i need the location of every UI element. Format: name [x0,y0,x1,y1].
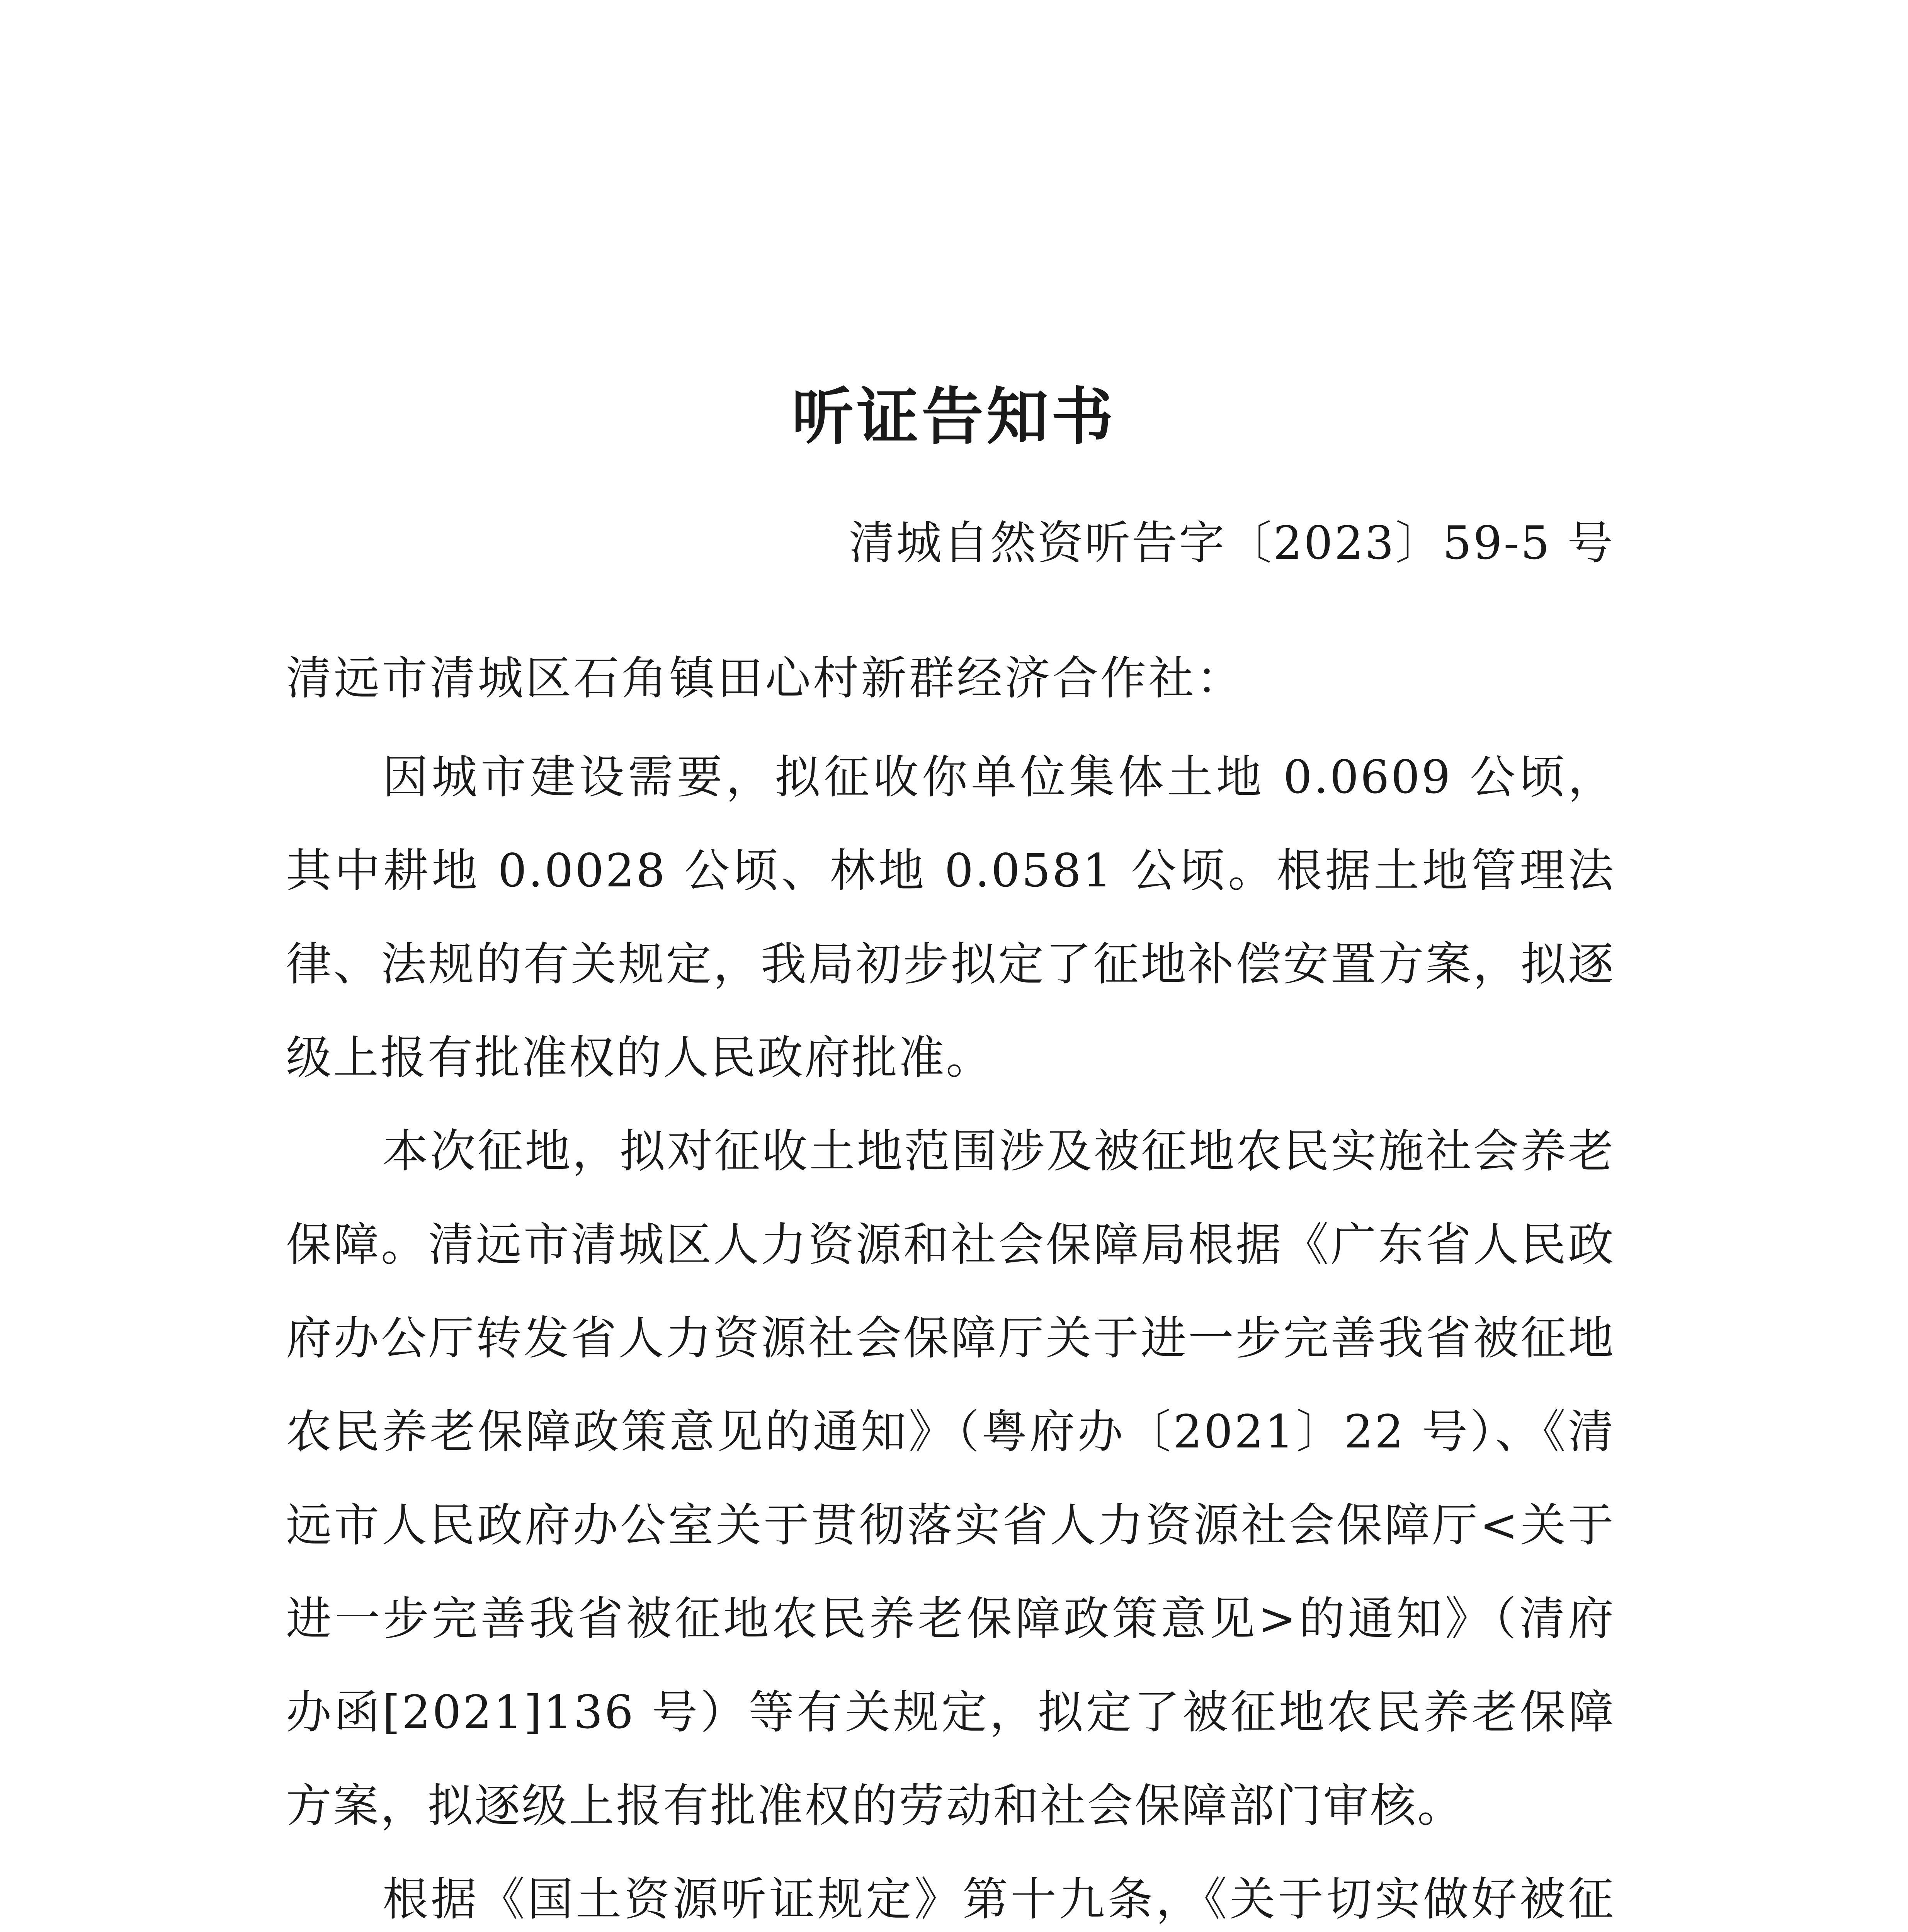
paragraph: 根据《国土资源听证规定》第十九条，《关于切实做好被征 [383,1872,1615,1926]
document-number: 清城自然资听告字〔2023〕59-5 号 [849,516,1614,570]
document-body [286,730,1615,1932]
document-title: 听证告知书 [791,381,1116,453]
addressee: 清远市清城区石角镇田心村新群经济合作社： [286,651,1245,705]
paragraph: 本次征地，拟对征收土地范围涉及被征地农民实施社会养老保障。清远市清城区人力资源和社会保障局根据《广东省人民政府办公厅转发省人力资源社会保障厅关于进一步完善我省被征地农民养老保障政策意见的通知》（粤府办〔2021〕22 号）、《清远市人民政府办公室关于贯彻落实省人力资源社会保障厅<关于进一步完善我省被征地农民养老保障政策意见>的通知》（清府办函[2021]136 号）等有关规定，拟定了被征地农民养老保障方案，拟逐级上报有批准权的劳动和社会保障部门审核。 [286,1124,1615,1832]
paragraph: 因城市建设需要，拟征收你单位集体土地 0.0609 公顷，其中耕地 0.0028 公顷、林地 0.0581 公顷。根据土地管理法律、法规的有关规定，我局初步拟定了征地补偿安置方案，拟逐级上报有批准权的人民政府批准。 [286,750,1615,1084]
